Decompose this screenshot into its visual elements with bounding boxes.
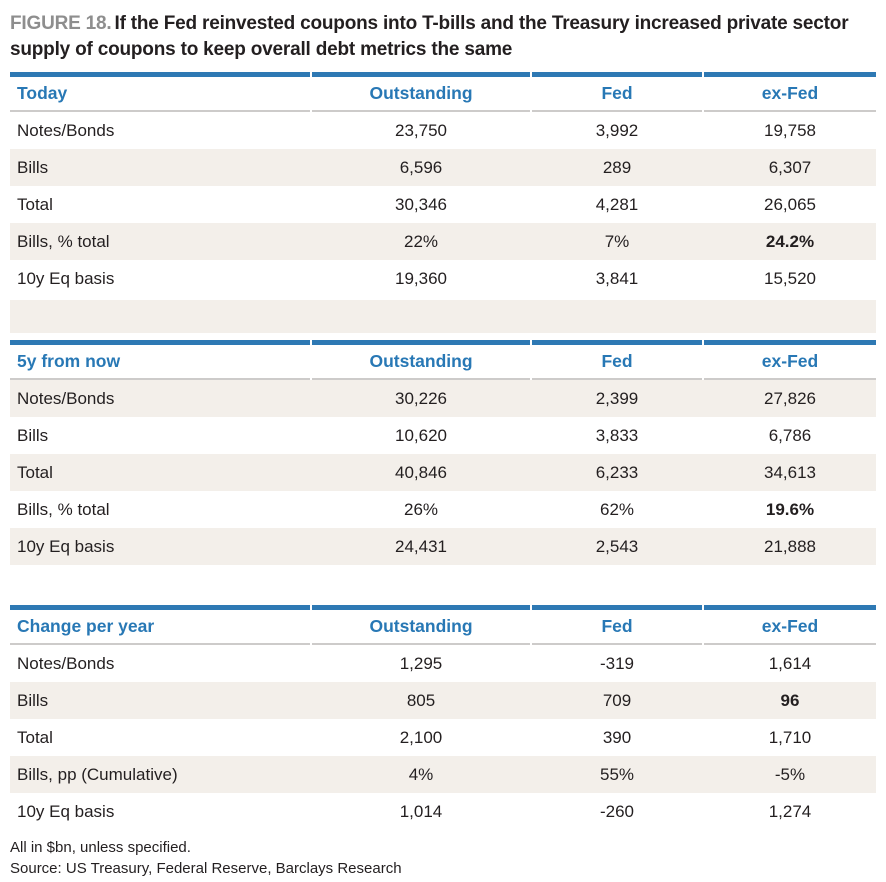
cell-exfed: 34,613 — [764, 462, 816, 482]
cell-fed: 390 — [602, 727, 632, 747]
column-header-outstanding: Outstanding — [312, 605, 530, 645]
cell-fed: 55% — [599, 764, 635, 784]
column-header-exfed: ex-Fed — [704, 340, 876, 380]
footnotes — [10, 837, 876, 879]
cell-outstanding: 26% — [403, 499, 439, 519]
cell-exfed: 1,710 — [768, 727, 812, 747]
cell-exfed: 21,888 — [764, 536, 816, 556]
cell-outstanding: 30,226 — [395, 388, 447, 408]
cell-outstanding: 23,750 — [395, 120, 447, 140]
cell-exfed: 27,826 — [764, 388, 816, 408]
table-section-title: 5y from now — [10, 340, 310, 380]
cell-fed: 62% — [599, 499, 635, 519]
cell-exfed: 96 — [780, 690, 800, 710]
row-label: 10y Eq basis — [17, 801, 115, 821]
table-5y-from-now — [10, 340, 876, 565]
cell-fed: 3,833 — [595, 425, 639, 445]
cell-outstanding: 30,346 — [395, 194, 447, 214]
cell-exfed: 1,614 — [768, 653, 812, 673]
cell-outstanding: 19,360 — [395, 268, 447, 288]
row-label: Notes/Bonds — [17, 388, 115, 408]
cell-outstanding: 22% — [403, 231, 439, 251]
row-label: Notes/Bonds — [17, 120, 115, 140]
cell-fed: 2,543 — [595, 536, 639, 556]
cell-outstanding: 6,596 — [399, 157, 443, 177]
table-row — [10, 186, 876, 223]
table-header-row — [10, 605, 876, 645]
cell-fed: -319 — [599, 653, 635, 673]
cell-outstanding: 40,846 — [395, 462, 447, 482]
table-row — [10, 793, 876, 830]
table-row — [10, 223, 876, 260]
footnote-units: All in $bn, unless specified. — [10, 839, 191, 856]
table-today — [10, 72, 876, 297]
cell-exfed: 24.2% — [765, 231, 815, 251]
cell-fed: 3,841 — [595, 268, 639, 288]
figure-heading: If the Fed reinvested coupons into T-bills and the Treasury increased private sector supply of coupons to keep overall debt metrics the same — [10, 13, 849, 60]
row-label: Bills — [17, 425, 49, 445]
row-label: Bills — [17, 690, 49, 710]
table-spacer-shaded — [10, 300, 876, 333]
column-header-fed: Fed — [532, 72, 702, 112]
cell-outstanding: 4% — [408, 764, 434, 784]
table-spacer-white — [10, 565, 876, 605]
table-row — [10, 682, 876, 719]
column-header-exfed: ex-Fed — [704, 605, 876, 645]
cell-exfed: 15,520 — [764, 268, 816, 288]
table-row — [10, 112, 876, 149]
cell-fed: 7% — [604, 231, 630, 251]
cell-fed: 4,281 — [595, 194, 639, 214]
row-label: Notes/Bonds — [17, 653, 115, 673]
row-label: 10y Eq basis — [17, 268, 115, 288]
table-section-title: Change per year — [10, 605, 310, 645]
cell-fed: 3,992 — [595, 120, 639, 140]
cell-fed: 6,233 — [595, 462, 639, 482]
cell-exfed: 19,758 — [764, 120, 816, 140]
table-row — [10, 528, 876, 565]
table-row — [10, 756, 876, 793]
row-label: Bills — [17, 157, 49, 177]
column-header-outstanding: Outstanding — [312, 340, 530, 380]
table-row — [10, 645, 876, 682]
column-header-fed: Fed — [532, 605, 702, 645]
row-label: Total — [17, 727, 53, 747]
table-change-per-year — [10, 605, 876, 830]
table-row — [10, 719, 876, 756]
column-header-exfed: ex-Fed — [704, 72, 876, 112]
table-row — [10, 149, 876, 186]
table-row — [10, 260, 876, 297]
cell-exfed: -5% — [774, 764, 806, 784]
table-header-row — [10, 72, 876, 112]
row-label: Total — [17, 194, 53, 214]
row-label: Total — [17, 462, 53, 482]
row-label: Bills, % total — [17, 499, 110, 519]
cell-fed: -260 — [599, 801, 635, 821]
cell-outstanding: 24,431 — [395, 536, 447, 556]
table-section-title: Today — [10, 72, 310, 112]
table-row — [10, 380, 876, 417]
figure-title — [10, 11, 876, 63]
row-label: 10y Eq basis — [17, 536, 115, 556]
column-header-outstanding: Outstanding — [312, 72, 530, 112]
cell-exfed: 1,274 — [768, 801, 812, 821]
cell-exfed: 6,786 — [768, 425, 812, 445]
cell-outstanding: 2,100 — [399, 727, 443, 747]
cell-exfed: 26,065 — [764, 194, 816, 214]
cell-outstanding: 805 — [406, 690, 436, 710]
row-label: Bills, % total — [17, 231, 110, 251]
cell-fed: 2,399 — [595, 388, 639, 408]
cell-outstanding: 10,620 — [395, 425, 447, 445]
cell-exfed: 6,307 — [768, 157, 812, 177]
table-row — [10, 417, 876, 454]
table-row — [10, 454, 876, 491]
cell-exfed: 19.6% — [765, 499, 815, 519]
table-row — [10, 491, 876, 528]
cell-fed: 289 — [602, 157, 632, 177]
figure-label: FIGURE 18. — [10, 13, 112, 34]
cell-outstanding: 1,014 — [399, 801, 443, 821]
row-label: Bills, pp (Cumulative) — [17, 764, 178, 784]
table-header-row — [10, 340, 876, 380]
cell-outstanding: 1,295 — [399, 653, 443, 673]
footnote-source: Source: US Treasury, Federal Reserve, Barclays Research — [10, 860, 402, 877]
cell-fed: 709 — [602, 690, 632, 710]
column-header-fed: Fed — [532, 340, 702, 380]
